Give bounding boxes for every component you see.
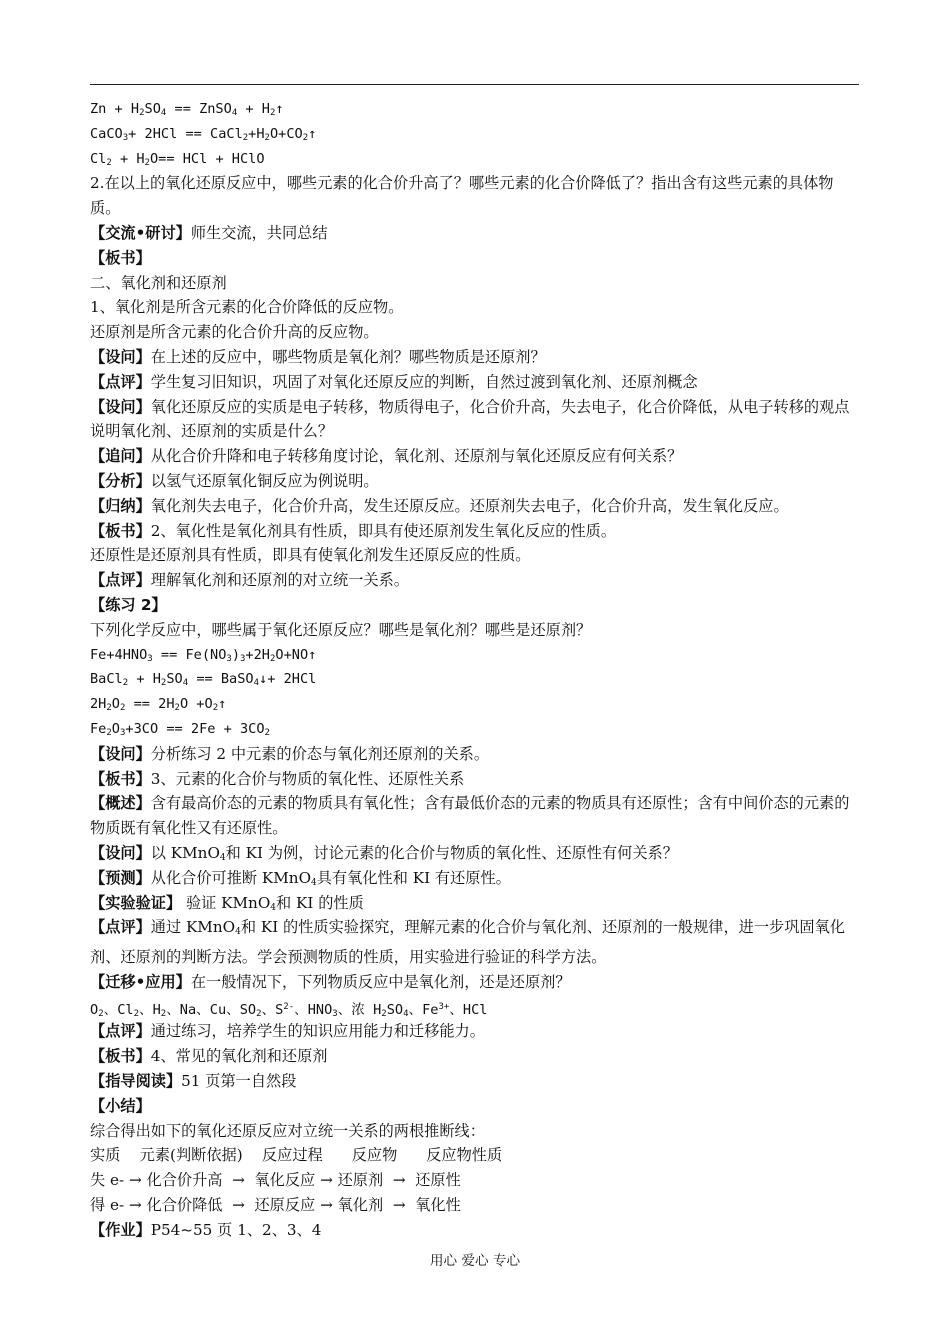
- summary-header-row: 实质 元素(判断依据) 反应过程 反应物 反应物性质: [90, 1146, 503, 1165]
- paragraph: [90, 246, 862, 271]
- section-tag: 【分析】: [90, 471, 151, 490]
- section-tag: 【练习 2】: [90, 595, 167, 614]
- paragraph: 【设问】氧化还原反应的实质是电子转移，物质得电子，化合价升高，失去电子，化合价降低，从电子转移的观点说明氧化剂、还原剂的实质是什么？: [90, 397, 850, 441]
- paragraph: 【点评】通过练习，培养学生的知识应用能力和迁移能力。: [90, 1022, 485, 1041]
- section-tag: 【板书】: [90, 521, 151, 540]
- section-tag: 【点评】: [90, 372, 151, 391]
- section-heading: 二、氧化剂和还原剂: [90, 273, 227, 292]
- section-tag: 【点评】: [90, 1022, 151, 1041]
- paragraph: 【实验验证】 验证 KMnO$_4$和 KI 的性质: [90, 893, 364, 913]
- document-body: [90, 97, 862, 1243]
- paragraph: 【点评】通过 KMnO$_4$和 KI 的性质实验探究，理解元素的化合价与氧化剂、还原剂的一般规律，进一步巩固氧化剂、还原剂的判断方法。学会预测物质的性质，用实验进行验证的科学方法。: [90, 918, 845, 967]
- paragraph: 【概述】含有最高价态的元素的物质具有氧化性；含有最低价态的元素的物质具有还原性；含有中间价态的元素的物质既有氧化性又有还原性。: [90, 794, 850, 838]
- question-2: 2.在以上的氧化还原反应中，哪些元素的化合价升高了？哪些元素的化合价降低了？指出含有这些元素的具体物质。: [90, 174, 834, 218]
- page-footer: 用心 爱心 专心: [429, 1253, 521, 1269]
- paragraph: 【设问】分析练习 2 中元素的价态与氧化剂还原剂的关系。: [90, 744, 490, 763]
- section-tag: 【追问】: [90, 447, 151, 466]
- paragraph: 【板书】2、氧化性是氧化剂具有性质，即具有使还原剂发生氧化反应的性质。: [90, 521, 617, 540]
- section-tag: 【点评】: [90, 918, 151, 937]
- equation-caco3: CaCO$_3$+ $2HCl == CaCl_2+H_2O+CO_2↑$: [90, 125, 317, 143]
- paragraph: 【追问】从化合价升降和电子转移角度讨论，氧化剂、还原剂与氧化还原反应有何关系？: [90, 447, 683, 466]
- paragraph: 【作业】P54~55 页 1、2、3、4: [90, 1220, 322, 1239]
- paragraph: 【预测】从化合价可推断 KMnO$_4$具有氧化性和 KI 有还原性。: [90, 868, 511, 888]
- section-tag: 【预测】: [90, 868, 151, 887]
- paragraph: 【归纳】氧化剂失去电子，化合价升高，发生还原反应。还原剂失去电子，化合价升高，发生氧化反应。: [90, 496, 789, 515]
- section-tag: 【板书】: [90, 769, 151, 788]
- section-tag: 【设问】: [90, 347, 151, 366]
- section-tag: 【概述】: [90, 794, 151, 813]
- paragraph: 【分析】以氢气还原氧化铜反应为例说明。: [90, 471, 379, 490]
- section-tag: 【作业】: [90, 1220, 151, 1239]
- paragraph: 【板书】4、常见的氧化剂和还原剂: [90, 1047, 328, 1066]
- equation-bacl2: BaCl$_2$ + $H_2SO_4$ == BaSO$_4$↓+ 2HCl: [90, 671, 317, 689]
- section-tag: 【指导阅读】: [90, 1072, 182, 1091]
- section-tag: 【板书】: [90, 1047, 151, 1066]
- section-tag: 【实验验证】: [90, 893, 182, 912]
- summary-row-gain-electron: 得 e- → 化合价降低 → 还原反应 → 氧化剂 → 氧化性: [90, 1196, 461, 1215]
- paragraph: 下列化学反应中，哪些属于氧化还原反应？哪些是氧化剂？哪些是还原剂？: [90, 620, 592, 639]
- equation-h2o2: $2H_2O_2 == 2H_2O$ $+O_2↑$: [90, 696, 227, 714]
- paragraph: [90, 1094, 862, 1119]
- section-tag: 【板书】: [90, 248, 151, 267]
- paragraph: [90, 593, 862, 618]
- paragraph: 综合得出如下的氧化还原反应对立统一关系的两根推断线：: [90, 1121, 485, 1140]
- equation-fe-hno3: $Fe+4HNO_3$ == $Fe(NO_3)_3+2H_2O+NO↑$: [90, 646, 317, 664]
- paragraph: 【点评】理解氧化剂和还原剂的对立统一关系。: [90, 571, 409, 590]
- paragraph: 还原性是还原剂具有性质，即具有使氧化剂发生还原反应的性质。: [90, 546, 531, 565]
- section-tag: 【归纳】: [90, 496, 151, 515]
- paragraph: 【设问】以 KMnO$_4$和 KI 为例，讨论元素的化合价与物质的氧化性、还原性有何关系？: [90, 843, 678, 863]
- header-rule: [90, 84, 859, 85]
- equation-fe2o3: $Fe_2O_3+3CO == 2Fe + 3CO_2$: [90, 720, 270, 738]
- section-tag: 【设问】: [90, 843, 151, 862]
- section-tag: 【点评】: [90, 571, 151, 590]
- paragraph: 【迁移•应用】在一般情况下，下列物质反应中是氧化剂，还是还原剂？: [90, 972, 571, 991]
- equation-cl2: $Cl_2 + H_2O==$ HCl + HClO: [90, 150, 265, 168]
- section-tag: 【迁移•应用】: [90, 972, 191, 991]
- paragraph: 【板书】3、元素的化合价与物质的氧化性、还原性关系: [90, 769, 465, 788]
- paragraph: 【交流•研讨】师生交流，共同总结: [90, 223, 328, 242]
- paragraph: 【点评】学生复习旧知识，巩固了对氧化还原反应的判断，自然过渡到氧化剂、还原剂概念: [90, 372, 698, 391]
- paragraph: 1、氧化剂是所含元素的化合价降低的反应物。: [90, 298, 404, 317]
- paragraph: 还原剂是所含元素的化合价升高的反应物。: [90, 323, 379, 342]
- section-tag: 【设问】: [90, 397, 151, 416]
- paragraph: 【设问】在上述的反应中，哪些物质是氧化剂？哪些物质是还原剂？: [90, 347, 546, 366]
- paragraph: 【指导阅读】51 页第一自然段: [90, 1072, 297, 1091]
- equation-zn: $Zn + H_2SO_4$ == ZnSO$_4$ + $H_2↑$: [90, 101, 284, 118]
- section-tag: 【设问】: [90, 744, 151, 763]
- summary-row-lose-electron: 失 e- → 化合价升高 → 氧化反应 → 还原剂 → 还原性: [90, 1171, 461, 1190]
- section-tag: 【交流•研讨】: [90, 223, 191, 242]
- species-list: $O_2$、$Cl_2$、$H_2$、Na、Cu、$SO_2$、$S^{2-}$、$HNO_3$、浓 $H_2SO_4$、$Fe^{3+}$、HCl: [90, 1001, 488, 1019]
- section-tag: 【小结】: [90, 1096, 151, 1115]
